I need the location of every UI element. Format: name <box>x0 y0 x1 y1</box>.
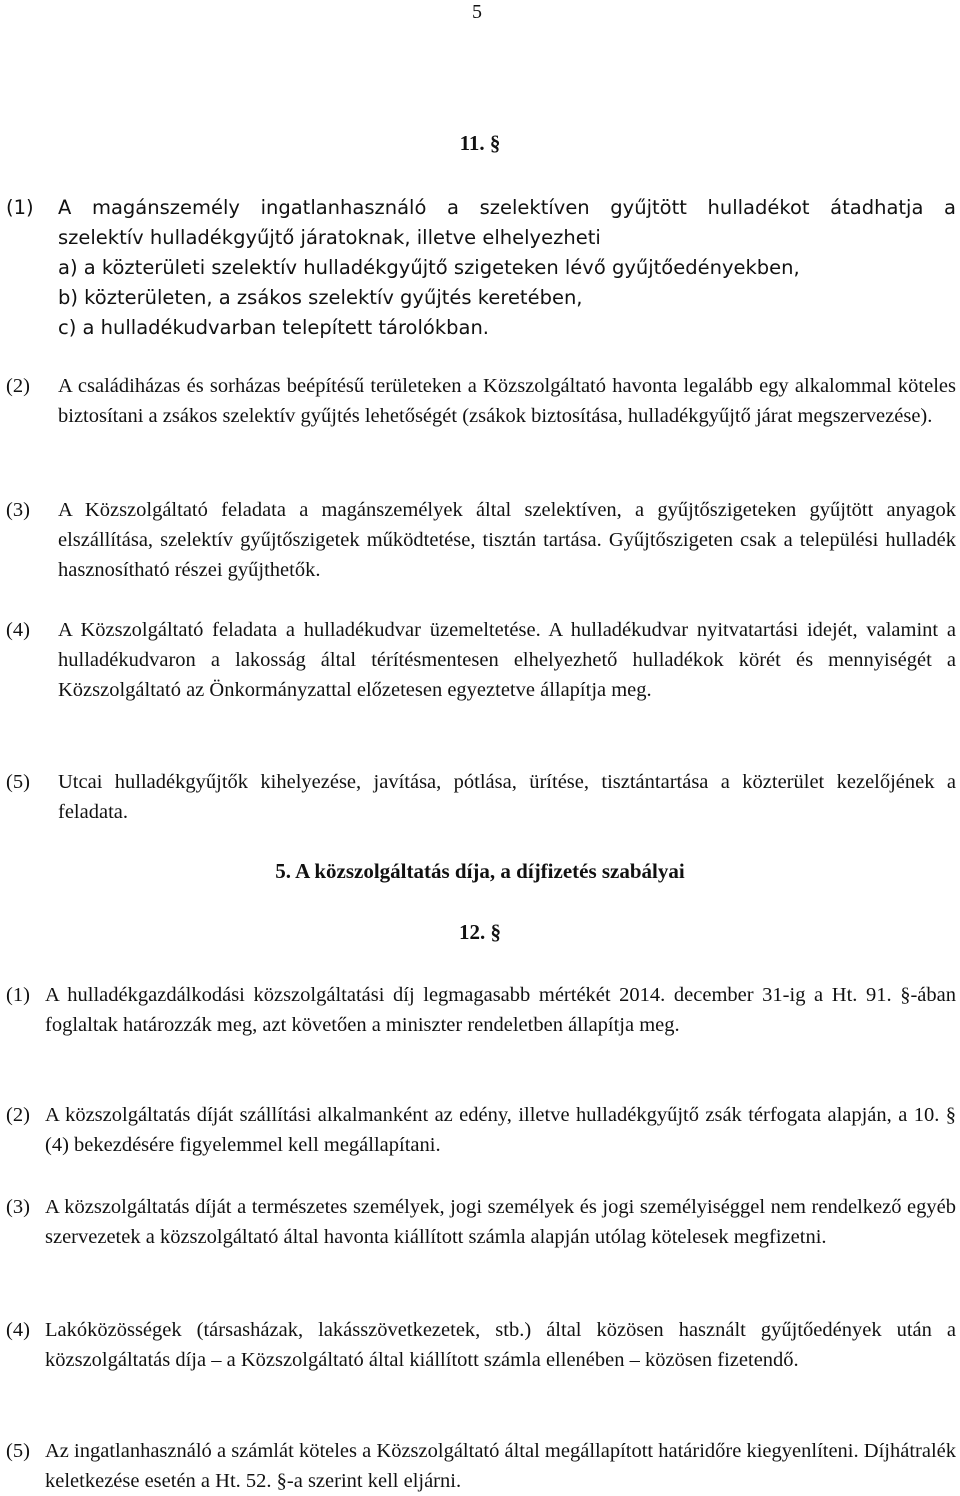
paragraph-number: (3) <box>6 499 30 521</box>
paragraph-text: A közszolgáltatás díját szállítási alkalmanként az edény, illetve hulladékgyűjtő zsák térfogata alapján, a 10. § (4) bekezdésére figyelemmel kell megállapítani. <box>45 1104 956 1156</box>
paragraph-text: A Közszolgáltató feladata a magánszemélyek által szelektíven, a gyűjtőszigeteken gyűjtött anyagok elszállítása, szelektív gyűjtőszigetek működtetése, tisztán tartása. Gyűjtőszigeten csak a települési hulladék hasznosítható részei gyűjthetők. <box>58 499 956 581</box>
paragraph-number: (5) <box>6 771 30 793</box>
page-number: 5 <box>472 1 482 23</box>
paragraph-text: A Közszolgáltató feladata a hulladékudvar üzemeltetése. A hulladékudvar nyitvatartási idejét, valamint a hulladékudvaron a lakosság által térítésmentesen elhelyezhető hulladékok körét és mennyiségét a Közszolgáltató az Önkormányzattal előzetesen egyeztetve állapítja meg. <box>58 619 956 701</box>
s12-paragraph-1 <box>6 980 956 1040</box>
paragraph-number: (4) <box>6 1319 30 1341</box>
paragraph-number: (1) <box>6 984 30 1006</box>
paragraph-line: c) a hulladékudvarban telepített tárolókban. <box>58 316 489 339</box>
section-12-title: 12. § <box>459 920 501 944</box>
paragraph-text: A közszolgáltatás díját a természetes személyek, jogi személyek és jogi személyiséggel nem rendelkező egyéb szervezetek a közszolgáltató által havonta kiállított számla alapján utólag kötelesek megfizetni. <box>45 1196 956 1248</box>
s11-paragraph-5 <box>6 767 956 827</box>
paragraph-text: Az ingatlanhasználó a számlát köteles a Közszolgáltató által megállapított határidőre kiegyenlíteni. Díjhátralék keletkezése esetén a Ht. 52. §-a szerint kell eljárni. <box>45 1440 956 1492</box>
paragraph-text: A hulladékgazdálkodási közszolgáltatási díj legmagasabb mértékét 2014. december 31-ig a Ht. 91. §-ában foglaltak határozzák meg, azt követően a miniszter rendeletben állapítja meg. <box>45 984 956 1036</box>
s11-paragraph-3 <box>6 495 956 585</box>
paragraph-number: (2) <box>6 1104 30 1126</box>
chapter-5-title: 5. A közszolgáltatás díja, a díjfizetés szabályai <box>275 859 685 883</box>
section-11-title: 11. § <box>459 131 501 155</box>
paragraph-text: Utcai hulladékgyűjtők kihelyezése, javítása, pótlása, ürítése, tisztántartása a közterület kezelőjének a feladata. <box>58 771 956 823</box>
s12-paragraph-3 <box>6 1192 956 1252</box>
s12-paragraph-5 <box>6 1436 956 1496</box>
paragraph-number: (5) <box>6 1440 30 1462</box>
s11-paragraph-4 <box>6 615 956 705</box>
paragraph-number: (2) <box>6 375 30 397</box>
paragraph-text: Lakóközösségek (társasházak, lakásszövetkezetek, stb.) által közösen használt gyűjtőedények után a közszolgáltatás díja – a Közszolgáltató által kiállított számla ellenében – közösen fizetendő. <box>45 1319 956 1371</box>
s12-paragraph-2 <box>6 1100 956 1160</box>
paragraph-number: (3) <box>6 1196 30 1218</box>
s11-paragraph-1 <box>6 193 956 343</box>
paragraph-number: (4) <box>6 619 30 641</box>
s12-paragraph-4 <box>6 1315 956 1375</box>
paragraph-text: A családiházas és sorházas beépítésű területeken a Közszolgáltató havonta legalább egy alkalommal köteles biztosítani a zsákos szelektív gyűjtés lehetőségét (zsákok biztosítása, hulladékgyűjtő járat megszervezése). <box>58 375 956 427</box>
paragraph-line: szelektív hulladékgyűjtő járatoknak, illetve elhelyezheti <box>58 226 601 249</box>
s11-paragraph-2 <box>6 371 956 431</box>
paragraph-line: a) a közterületi szelektív hulladékgyűjtő szigeteken lévő gyűjtőedényekben, <box>58 256 800 279</box>
paragraph-line: A magánszemély ingatlanhasználó a szelektíven gyűjtött hulladékot átadhatja a <box>58 196 956 219</box>
paragraph-number: (1) <box>6 196 34 219</box>
paragraph-line: b) közterületen, a zsákos szelektív gyűjtés keretében, <box>58 286 583 309</box>
